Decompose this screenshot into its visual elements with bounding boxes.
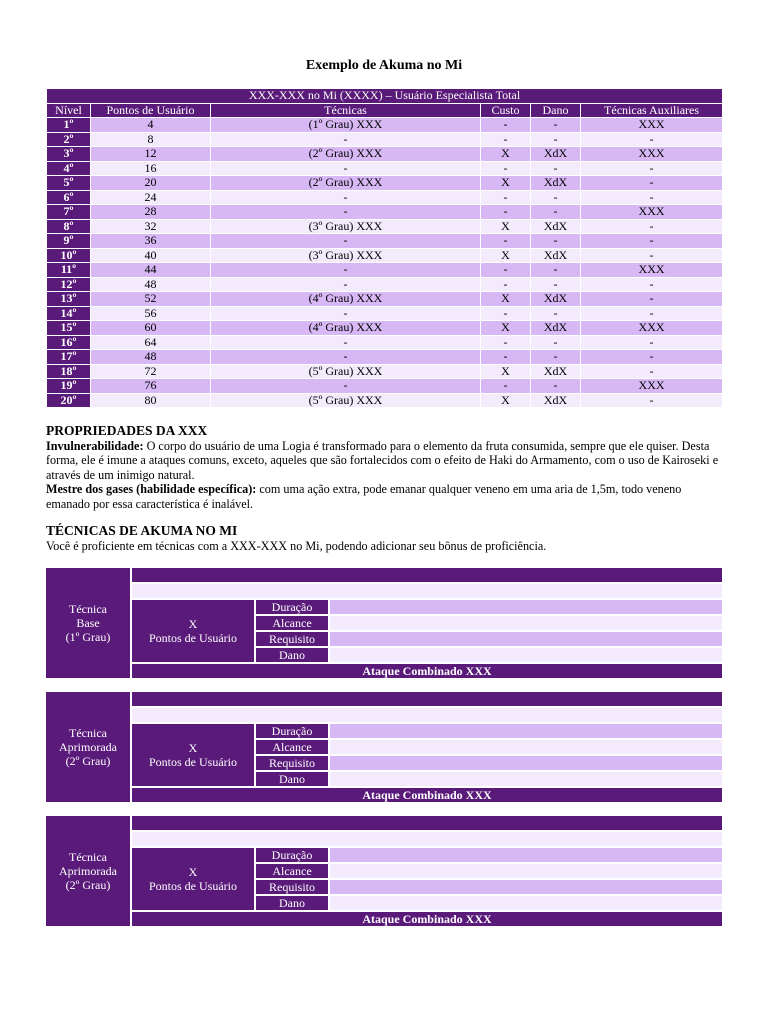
cell-custo: - <box>481 306 531 321</box>
table-row <box>47 147 723 162</box>
property-mestre-dos-gases <box>46 482 726 511</box>
technique-name <box>46 568 130 678</box>
cell-pontos: 28 <box>91 205 211 220</box>
cell-auxiliar: - <box>581 364 723 379</box>
technique-cost <box>132 848 254 910</box>
cell-tecnica: (2º Grau) XXX <box>211 176 481 191</box>
field-label: Duração <box>256 600 328 614</box>
table-row <box>47 335 723 350</box>
technique-block <box>46 692 722 802</box>
cell-lvl: 18º <box>47 364 91 379</box>
field-value[interactable] <box>330 756 722 770</box>
cell-auxiliar: - <box>581 393 723 408</box>
cell-dano: - <box>531 205 581 220</box>
cell-pontos: 36 <box>91 234 211 249</box>
field-value[interactable] <box>330 632 722 646</box>
cell-tecnica: - <box>211 234 481 249</box>
header-nivel: Nível <box>47 103 91 118</box>
cell-lvl: 1º <box>47 118 91 133</box>
table-row <box>47 263 723 278</box>
cell-custo: - <box>481 234 531 249</box>
field-label: Requisito <box>256 880 328 894</box>
technique-block <box>46 568 722 678</box>
property-label: Mestre dos gases (habilidade específica): <box>46 482 257 496</box>
technique-grade: (2º Grau) <box>65 878 111 892</box>
cell-lvl: 12º <box>47 277 91 292</box>
cell-custo: X <box>481 292 531 307</box>
cell-tecnica: - <box>211 263 481 278</box>
field-value[interactable] <box>330 880 722 894</box>
field-label: Alcance <box>256 616 328 630</box>
field-label: Dano <box>256 896 328 910</box>
cell-lvl: 17º <box>47 350 91 365</box>
cell-pontos: 8 <box>91 132 211 147</box>
cost-value: X <box>188 617 198 631</box>
cell-auxiliar: - <box>581 190 723 205</box>
field-value[interactable] <box>330 616 722 630</box>
cell-dano: XdX <box>531 364 581 379</box>
cell-auxiliar: XXX <box>581 147 723 162</box>
cell-pontos: 4 <box>91 118 211 133</box>
technique-footer: Ataque Combinado XXX <box>132 664 722 678</box>
table-row <box>47 118 723 133</box>
cell-dano: XdX <box>531 176 581 191</box>
technique-name-line: Técnica <box>69 602 107 616</box>
cell-tecnica: - <box>211 350 481 365</box>
technique-grade: (2º Grau) <box>65 754 111 768</box>
cell-dano: - <box>531 335 581 350</box>
property-label: Invulnerabilidade: <box>46 438 144 453</box>
cell-auxiliar: - <box>581 234 723 249</box>
property-text: O corpo do usuário de uma Logia é transformado para o elemento da fruta consumida, sempre que ele quiser. Desta forma, ele é imune a ataques comuns, exceto, aqueles que são fortalecidos com o efeito de Haki do Armamento, com o uso de Kairoseki e através de um inimigo natural. <box>46 438 719 482</box>
field-label: Requisito <box>256 632 328 646</box>
cell-custo: X <box>481 393 531 408</box>
cell-pontos: 48 <box>91 350 211 365</box>
field-label: Duração <box>256 724 328 738</box>
technique-name-line: Técnica <box>69 726 107 740</box>
progression-table <box>46 88 723 408</box>
cell-lvl: 11º <box>47 263 91 278</box>
cell-custo: X <box>481 147 531 162</box>
cell-pontos: 60 <box>91 321 211 336</box>
field-value[interactable] <box>330 724 722 738</box>
table-row <box>47 190 723 205</box>
cell-custo: - <box>481 190 531 205</box>
technique-footer: Ataque Combinado XXX <box>132 912 722 926</box>
cost-value: X <box>188 741 198 755</box>
cost-unit: Pontos de Usuário <box>149 631 237 645</box>
cell-lvl: 6º <box>47 190 91 205</box>
cell-tecnica: - <box>211 132 481 147</box>
cell-tecnica: - <box>211 379 481 394</box>
cell-custo: X <box>481 176 531 191</box>
header-auxiliares: Técnicas Auxiliares <box>581 103 723 118</box>
cell-pontos: 48 <box>91 277 211 292</box>
property-invulnerabilidade <box>46 439 726 483</box>
cell-lvl: 14º <box>47 306 91 321</box>
cell-pontos: 32 <box>91 219 211 234</box>
technique-name-line: Aprimorada <box>59 740 117 754</box>
technique-description-row[interactable] <box>132 584 722 598</box>
technique-description-row[interactable] <box>132 832 722 846</box>
cell-lvl: 20º <box>47 393 91 408</box>
cell-dano: - <box>531 132 581 147</box>
cell-lvl: 9º <box>47 234 91 249</box>
cell-dano: XdX <box>531 292 581 307</box>
table-row <box>47 205 723 220</box>
technique-name-line: Base <box>76 616 100 630</box>
cell-lvl: 8º <box>47 219 91 234</box>
cell-dano: - <box>531 118 581 133</box>
cell-dano: XdX <box>531 219 581 234</box>
cell-auxiliar: XXX <box>581 379 723 394</box>
technique-name-line: Aprimorada <box>59 864 117 878</box>
cell-auxiliar: XXX <box>581 321 723 336</box>
cell-auxiliar: - <box>581 219 723 234</box>
cell-lvl: 16º <box>47 335 91 350</box>
cost-unit: Pontos de Usuário <box>149 755 237 769</box>
field-label: Requisito <box>256 756 328 770</box>
cell-lvl: 13º <box>47 292 91 307</box>
cell-pontos: 40 <box>91 248 211 263</box>
cell-tecnica: (1º Grau) XXX <box>211 118 481 133</box>
field-value[interactable] <box>330 600 722 614</box>
technique-name <box>46 692 130 802</box>
cell-auxiliar: - <box>581 248 723 263</box>
cell-lvl: 5º <box>47 176 91 191</box>
cell-custo: X <box>481 248 531 263</box>
cell-lvl: 3º <box>47 147 91 162</box>
field-value[interactable] <box>330 848 722 862</box>
techniques-heading: TÉCNICAS DE AKUMA NO MI <box>46 523 238 538</box>
cell-pontos: 76 <box>91 379 211 394</box>
cell-pontos: 44 <box>91 263 211 278</box>
header-dano: Dano <box>531 103 581 118</box>
cell-dano: - <box>531 234 581 249</box>
cell-dano: - <box>531 306 581 321</box>
cell-tecnica: - <box>211 190 481 205</box>
cell-custo: - <box>481 132 531 147</box>
cell-tecnica: (5º Grau) XXX <box>211 364 481 379</box>
table-row <box>47 321 723 336</box>
header-custo: Custo <box>481 103 531 118</box>
cell-custo: - <box>481 118 531 133</box>
cell-custo: - <box>481 161 531 176</box>
technique-block <box>46 816 722 926</box>
techniques-section <box>46 524 726 553</box>
cell-custo: X <box>481 219 531 234</box>
cell-dano: - <box>531 263 581 278</box>
cell-pontos: 64 <box>91 335 211 350</box>
technique-title-bar <box>132 568 722 582</box>
cell-custo: - <box>481 335 531 350</box>
property-text: com uma ação extra, pode emanar qualquer veneno em uma aria de 1,5m, todo veneno emanado por essa característica é inalável. <box>46 482 682 511</box>
cell-auxiliar: XXX <box>581 205 723 220</box>
header-pontos: Pontos de Usuário <box>91 103 211 118</box>
cell-custo: - <box>481 277 531 292</box>
field-value[interactable] <box>330 896 722 910</box>
cell-lvl: 10º <box>47 248 91 263</box>
cell-dano: - <box>531 379 581 394</box>
cell-auxiliar: XXX <box>581 118 723 133</box>
cell-custo: X <box>481 321 531 336</box>
cell-custo: X <box>481 364 531 379</box>
cell-custo: - <box>481 350 531 365</box>
table-row <box>47 379 723 394</box>
table-row <box>47 176 723 191</box>
table-row <box>47 277 723 292</box>
cell-tecnica: (3º Grau) XXX <box>211 248 481 263</box>
technique-name <box>46 816 130 926</box>
cell-pontos: 52 <box>91 292 211 307</box>
table-row <box>47 219 723 234</box>
cell-custo: - <box>481 263 531 278</box>
cell-tecnica: - <box>211 335 481 350</box>
cell-dano: - <box>531 190 581 205</box>
cell-custo: - <box>481 205 531 220</box>
cell-auxiliar: - <box>581 132 723 147</box>
table-row <box>47 161 723 176</box>
cell-custo: - <box>481 379 531 394</box>
technique-cost <box>132 600 254 662</box>
field-value[interactable] <box>330 740 722 754</box>
cell-tecnica: (4º Grau) XXX <box>211 321 481 336</box>
cell-lvl: 7º <box>47 205 91 220</box>
cell-pontos: 80 <box>91 393 211 408</box>
document-title: Exemplo de Akuma no Mi <box>305 58 463 73</box>
cell-pontos: 20 <box>91 176 211 191</box>
cell-tecnica: (5º Grau) XXX <box>211 393 481 408</box>
cell-auxiliar: XXX <box>581 263 723 278</box>
table-row <box>47 350 723 365</box>
table-row <box>47 234 723 249</box>
cell-dano: XdX <box>531 248 581 263</box>
field-label: Dano <box>256 648 328 662</box>
field-value[interactable] <box>330 864 722 878</box>
field-value[interactable] <box>330 648 722 662</box>
technique-title-bar <box>132 692 722 706</box>
table-caption: XXX-XXX no Mi (XXXX) – Usuário Especialista Total <box>47 89 723 104</box>
cell-tecnica: - <box>211 306 481 321</box>
cell-auxiliar: - <box>581 277 723 292</box>
field-label: Alcance <box>256 864 328 878</box>
techniques-intro: Você é proficiente em técnicas com a XXX-XXX no Mi, podendo adicionar seu bônus de proficiência. <box>46 538 547 553</box>
cell-pontos: 16 <box>91 161 211 176</box>
cell-dano: XdX <box>531 393 581 408</box>
technique-footer: Ataque Combinado XXX <box>132 788 722 802</box>
cell-tecnica: (4º Grau) XXX <box>211 292 481 307</box>
technique-cost <box>132 724 254 786</box>
table-row <box>47 393 723 408</box>
table-row <box>47 292 723 307</box>
cell-tecnica: - <box>211 161 481 176</box>
cell-auxiliar: - <box>581 161 723 176</box>
technique-grade: (1º Grau) <box>65 630 111 644</box>
table-row <box>47 132 723 147</box>
technique-name-line: Técnica <box>69 850 107 864</box>
field-label: Duração <box>256 848 328 862</box>
cell-dano: XdX <box>531 321 581 336</box>
cell-dano: XdX <box>531 147 581 162</box>
properties-section <box>46 424 726 511</box>
cost-unit: Pontos de Usuário <box>149 879 237 893</box>
cell-auxiliar: - <box>581 350 723 365</box>
cell-dano: - <box>531 277 581 292</box>
table-row <box>47 364 723 379</box>
cell-pontos: 24 <box>91 190 211 205</box>
table-row <box>47 306 723 321</box>
cell-tecnica: - <box>211 277 481 292</box>
cell-lvl: 15º <box>47 321 91 336</box>
table-row <box>47 248 723 263</box>
cell-lvl: 19º <box>47 379 91 394</box>
cell-tecnica: (3º Grau) XXX <box>211 219 481 234</box>
cell-pontos: 12 <box>91 147 211 162</box>
technique-title-bar <box>132 816 722 830</box>
cell-lvl: 4º <box>47 161 91 176</box>
cell-lvl: 2º <box>47 132 91 147</box>
field-label: Alcance <box>256 740 328 754</box>
cell-dano: - <box>531 161 581 176</box>
cell-auxiliar: - <box>581 292 723 307</box>
header-tecnicas: Técnicas <box>211 103 481 118</box>
cell-auxiliar: - <box>581 335 723 350</box>
properties-heading: PROPRIEDADES DA XXX <box>46 423 208 438</box>
field-label: Dano <box>256 772 328 786</box>
cell-dano: - <box>531 350 581 365</box>
cell-pontos: 56 <box>91 306 211 321</box>
cell-auxiliar: - <box>581 306 723 321</box>
cell-auxiliar: - <box>581 176 723 191</box>
cell-pontos: 72 <box>91 364 211 379</box>
cost-value: X <box>188 865 198 879</box>
field-value[interactable] <box>330 772 722 786</box>
technique-description-row[interactable] <box>132 708 722 722</box>
cell-tecnica: - <box>211 205 481 220</box>
cell-tecnica: (2º Grau) XXX <box>211 147 481 162</box>
